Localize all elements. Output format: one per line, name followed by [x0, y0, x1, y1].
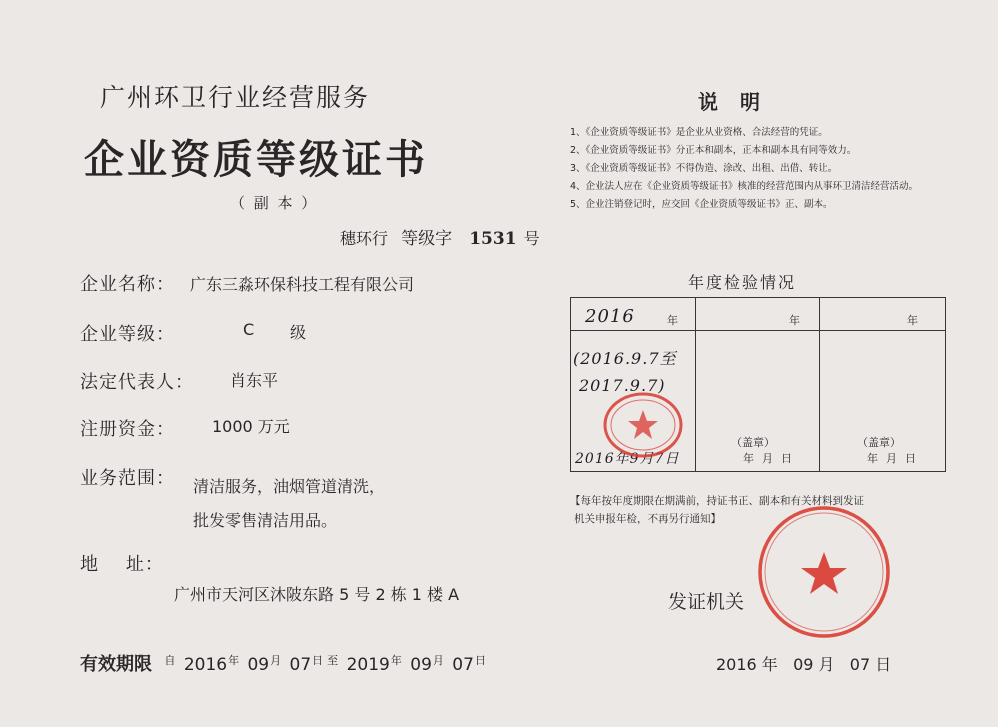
company-name-label: 企业名称：: [80, 274, 175, 295]
annual-inspection-table: [570, 297, 946, 472]
address-value: 广州市天河区沐陂东路 5 号 2 栋 1 楼 A: [174, 585, 460, 604]
cert-no-mid: 等级字: [401, 229, 453, 249]
issuer-red-seal: [756, 504, 892, 640]
validity-label: 有效期限: [80, 654, 152, 675]
scope-line-2: 批发零售清洁用品。: [193, 511, 338, 530]
validity-to-month: 09: [410, 655, 432, 675]
note-item: 5、企业注销登记时，应交回《企业资质等级证书》正、副本。: [570, 199, 833, 210]
seal-label: （盖章）: [731, 436, 775, 449]
validity-to-word: 至: [327, 654, 339, 667]
certificate-number: [340, 224, 540, 249]
validity-from-year-char: 年: [228, 654, 240, 667]
copy-note: （ 副 本 ）: [230, 194, 319, 212]
table-header-divider: [571, 330, 945, 331]
cell-year-char: 年: [907, 314, 918, 327]
issuer-label: 发证机关: [668, 591, 745, 613]
validity-from-word: 自: [164, 654, 176, 667]
grade-label: 企业等级：: [80, 324, 175, 345]
capital-label: 注册资金：: [80, 419, 175, 440]
note-item: 4、企业法人应在《企业资质等级证书》核准的经营范围内从事环卫清洁经营活动。: [570, 181, 919, 192]
capital-value: 1000 万元: [212, 417, 290, 436]
validity-to-day: 07: [452, 655, 474, 675]
cert-no-number: 1531: [469, 229, 517, 249]
cert-no-suffix: 号: [523, 229, 540, 248]
validity-to-month-char: 月: [432, 654, 444, 667]
seal-label: （盖章）: [857, 436, 901, 449]
date-row: 年月日: [743, 452, 800, 465]
validity-to-year: 2019: [346, 655, 390, 675]
handwritten-date: 2016年9月7日: [575, 451, 680, 467]
cell-year-char: 年: [789, 314, 800, 327]
scope-line-1: 清洁服务，油烟管道清洗，: [193, 477, 386, 496]
validity-to-year-char: 年: [390, 654, 402, 667]
handwritten-range-end: 2017.9.7): [579, 376, 666, 395]
validity-from-day-char: 日: [312, 654, 324, 667]
date-row: 年月日: [867, 452, 924, 465]
cell-year-char: 年: [667, 314, 678, 327]
address-label: 地 址：: [80, 554, 164, 575]
issue-date: 2016 年 09 月 07 日: [716, 655, 892, 674]
grade-unit: 级: [290, 323, 307, 342]
validity-from-day: 07: [289, 655, 312, 675]
validity-from-month-char: 月: [270, 654, 282, 667]
org-title: 广州环卫行业经营服务: [100, 83, 371, 112]
note-item: 2、《企业资质等级证书》分正本和副本，正本和副本具有同等效力。: [570, 145, 857, 156]
handwritten-range-start: (2016.9.7至: [573, 349, 677, 368]
grade-value: C: [243, 320, 255, 339]
validity-from-month: 09: [247, 655, 270, 675]
cert-no-prefix: 穗环行: [340, 229, 389, 248]
scope-label: 业务范围：: [80, 468, 175, 489]
notes-title: 说明: [698, 90, 782, 114]
validity-to-day-char: 日: [474, 654, 486, 667]
table-divider: [819, 298, 820, 471]
company-name-value: 广东三淼环保科技工程有限公司: [190, 275, 415, 294]
reminder-line-1: 【每年按年度期限在期满前，持证书正、副本和有关材料到发证: [570, 495, 864, 507]
small-red-seal: [601, 390, 685, 460]
note-item: 3、《企业资质等级证书》不得伪造、涂改、出租、出借、转让。: [570, 163, 838, 174]
handwritten-year: 2016: [585, 306, 635, 327]
table-divider: [695, 298, 696, 471]
validity-from-year: 2016: [183, 655, 228, 675]
certificate-title: 企业资质等级证书: [84, 136, 428, 183]
legal-rep-value: 肖东平: [230, 371, 279, 390]
reminder-line-2: 机关申报年检，不再另行通知】: [574, 513, 721, 525]
annual-inspection-title: 年度检验情况: [688, 273, 797, 292]
validity-period: [80, 650, 489, 676]
note-item: 1、《企业资质等级证书》是企业从业资格、合法经营的凭证。: [570, 127, 828, 138]
legal-rep-label: 法定代表人：: [80, 372, 194, 393]
